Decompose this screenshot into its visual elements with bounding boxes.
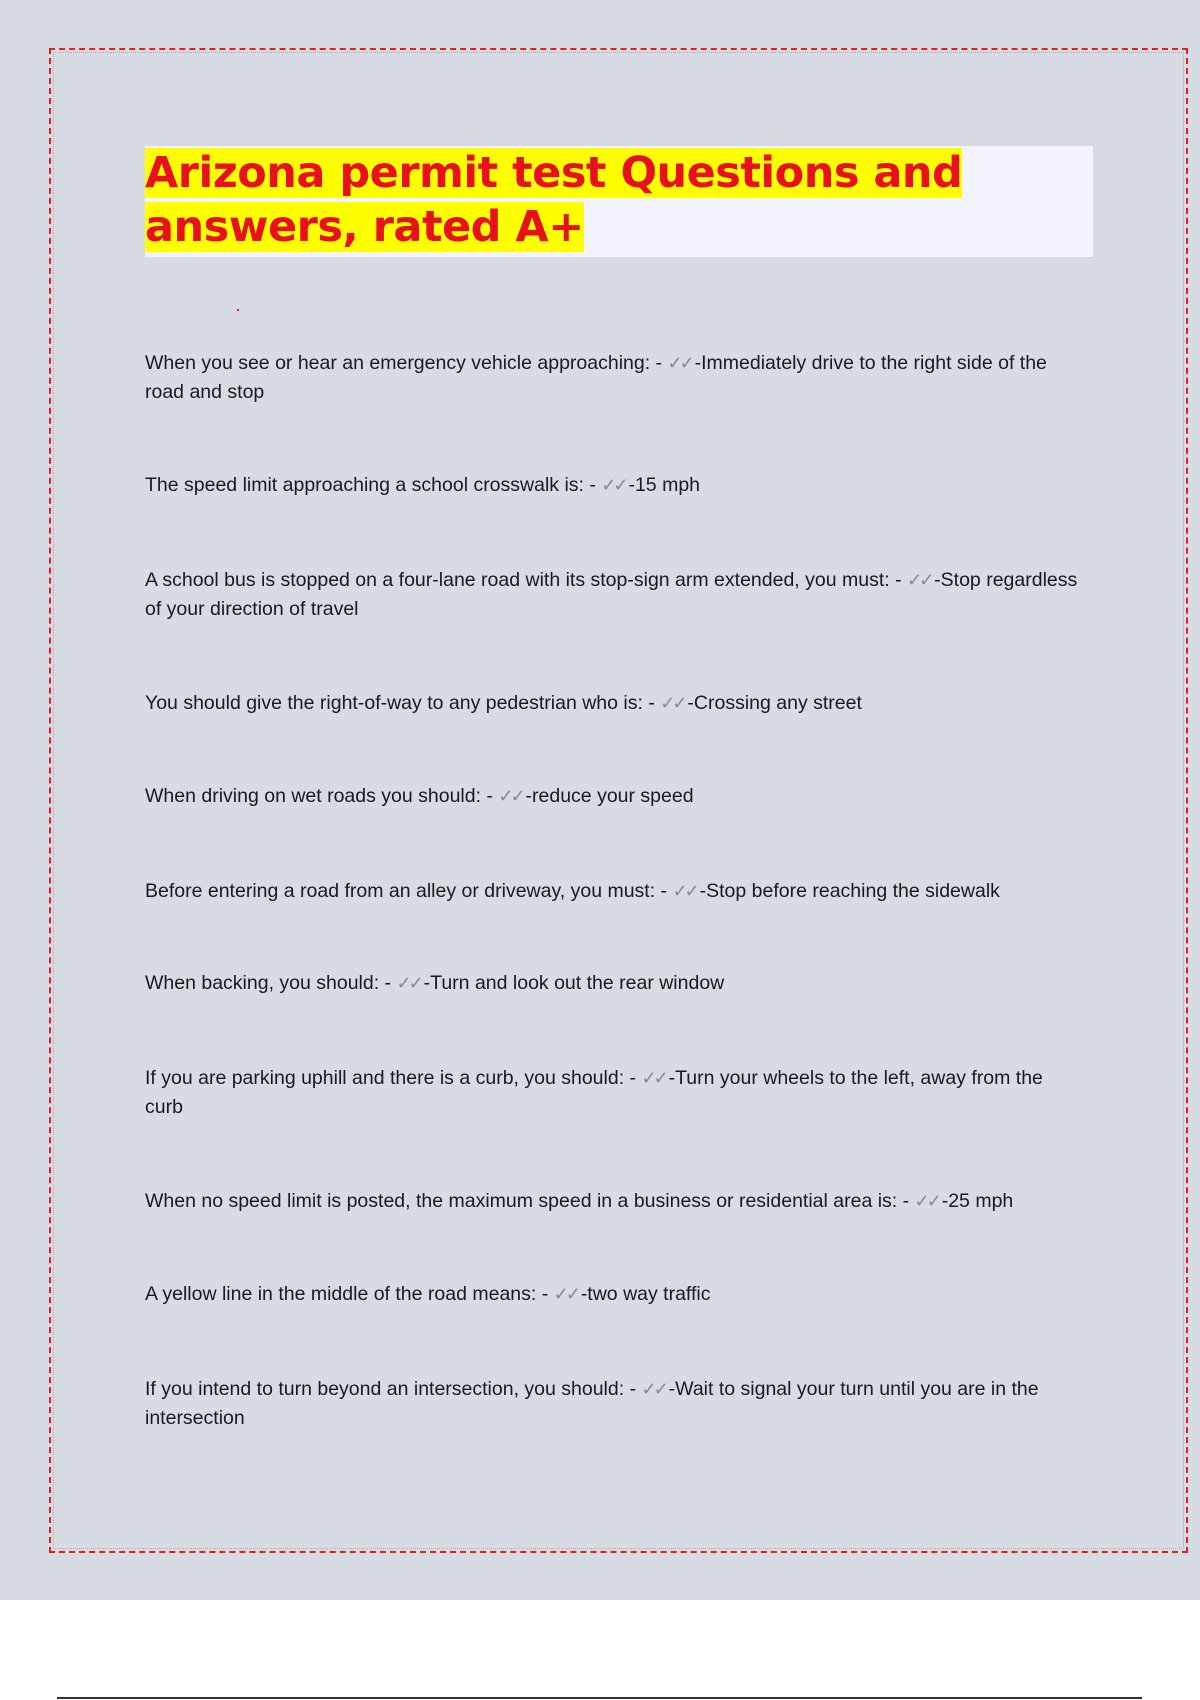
question-text: If you intend to turn beyond an intersection, you should: - <box>145 1378 642 1400</box>
answer-text: -Stop before reaching the sidewalk <box>699 880 1000 902</box>
double-check-icon: ✓✓ <box>914 1191 939 1211</box>
qa-item <box>145 969 1085 998</box>
question-text: When you see or hear an emergency vehicle approaching: - <box>145 352 668 374</box>
qa-item <box>145 877 1085 906</box>
qa-item <box>145 1187 1085 1216</box>
double-check-icon: ✓✓ <box>667 353 692 373</box>
double-check-icon: ✓✓ <box>553 1284 578 1304</box>
answer-text: -reduce your speed <box>525 785 694 807</box>
double-check-icon: ✓✓ <box>601 475 626 495</box>
answer-text: -two way traffic <box>580 1283 711 1305</box>
answer-text: -Turn your wheels to the left, away from the curb <box>145 1067 1043 1118</box>
double-check-icon: ✓✓ <box>907 570 932 590</box>
answer-text: -25 mph <box>941 1190 1014 1212</box>
question-text: The speed limit approaching a school crosswalk is: - <box>145 474 602 496</box>
answer-text: -Stop regardless of your direction of travel <box>145 569 1078 620</box>
qa-item <box>145 566 1085 623</box>
answer-text: -Immediately drive to the right side of the road and stop <box>145 352 1047 403</box>
qa-item <box>145 689 1085 718</box>
qa-item <box>145 1375 1085 1432</box>
answer-text: -Crossing any street <box>687 692 862 714</box>
double-check-icon: ✓✓ <box>641 1068 666 1088</box>
stray-mark <box>237 309 239 311</box>
double-check-icon: ✓✓ <box>396 973 421 993</box>
double-check-icon: ✓✓ <box>672 881 697 901</box>
question-text: When backing, you should: - <box>145 972 397 994</box>
question-text: A school bus is stopped on a four-lane road with its stop-sign arm extended, you must: - <box>145 569 907 591</box>
qa-item <box>145 471 1085 500</box>
answer-text: -15 mph <box>628 474 701 496</box>
qa-item <box>145 1280 1085 1309</box>
double-check-icon: ✓✓ <box>498 786 523 806</box>
footer-rule <box>57 1697 1142 1699</box>
double-check-icon: ✓✓ <box>660 693 685 713</box>
question-text: When no speed limit is posted, the maximum speed in a business or residential area is: - <box>145 1190 915 1212</box>
qa-item <box>145 349 1085 406</box>
qa-item <box>145 1064 1085 1121</box>
document-title <box>145 146 975 254</box>
question-text: You should give the right-of-way to any pedestrian who is: - <box>145 692 661 714</box>
answer-text: -Turn and look out the rear window <box>423 972 725 994</box>
question-text: When driving on wet roads you should: - <box>145 785 499 807</box>
title-highlight: Arizona permit test Questions and answers, rated A+ <box>145 148 963 252</box>
question-text: If you are parking uphill and there is a curb, you should: - <box>145 1067 642 1089</box>
answer-text: -Wait to signal your turn until you are in the intersection <box>145 1378 1039 1429</box>
question-text: A yellow line in the middle of the road means: - <box>145 1283 554 1305</box>
qa-item <box>145 782 1085 811</box>
double-check-icon: ✓✓ <box>641 1379 666 1399</box>
question-text: Before entering a road from an alley or driveway, you must: - <box>145 880 673 902</box>
